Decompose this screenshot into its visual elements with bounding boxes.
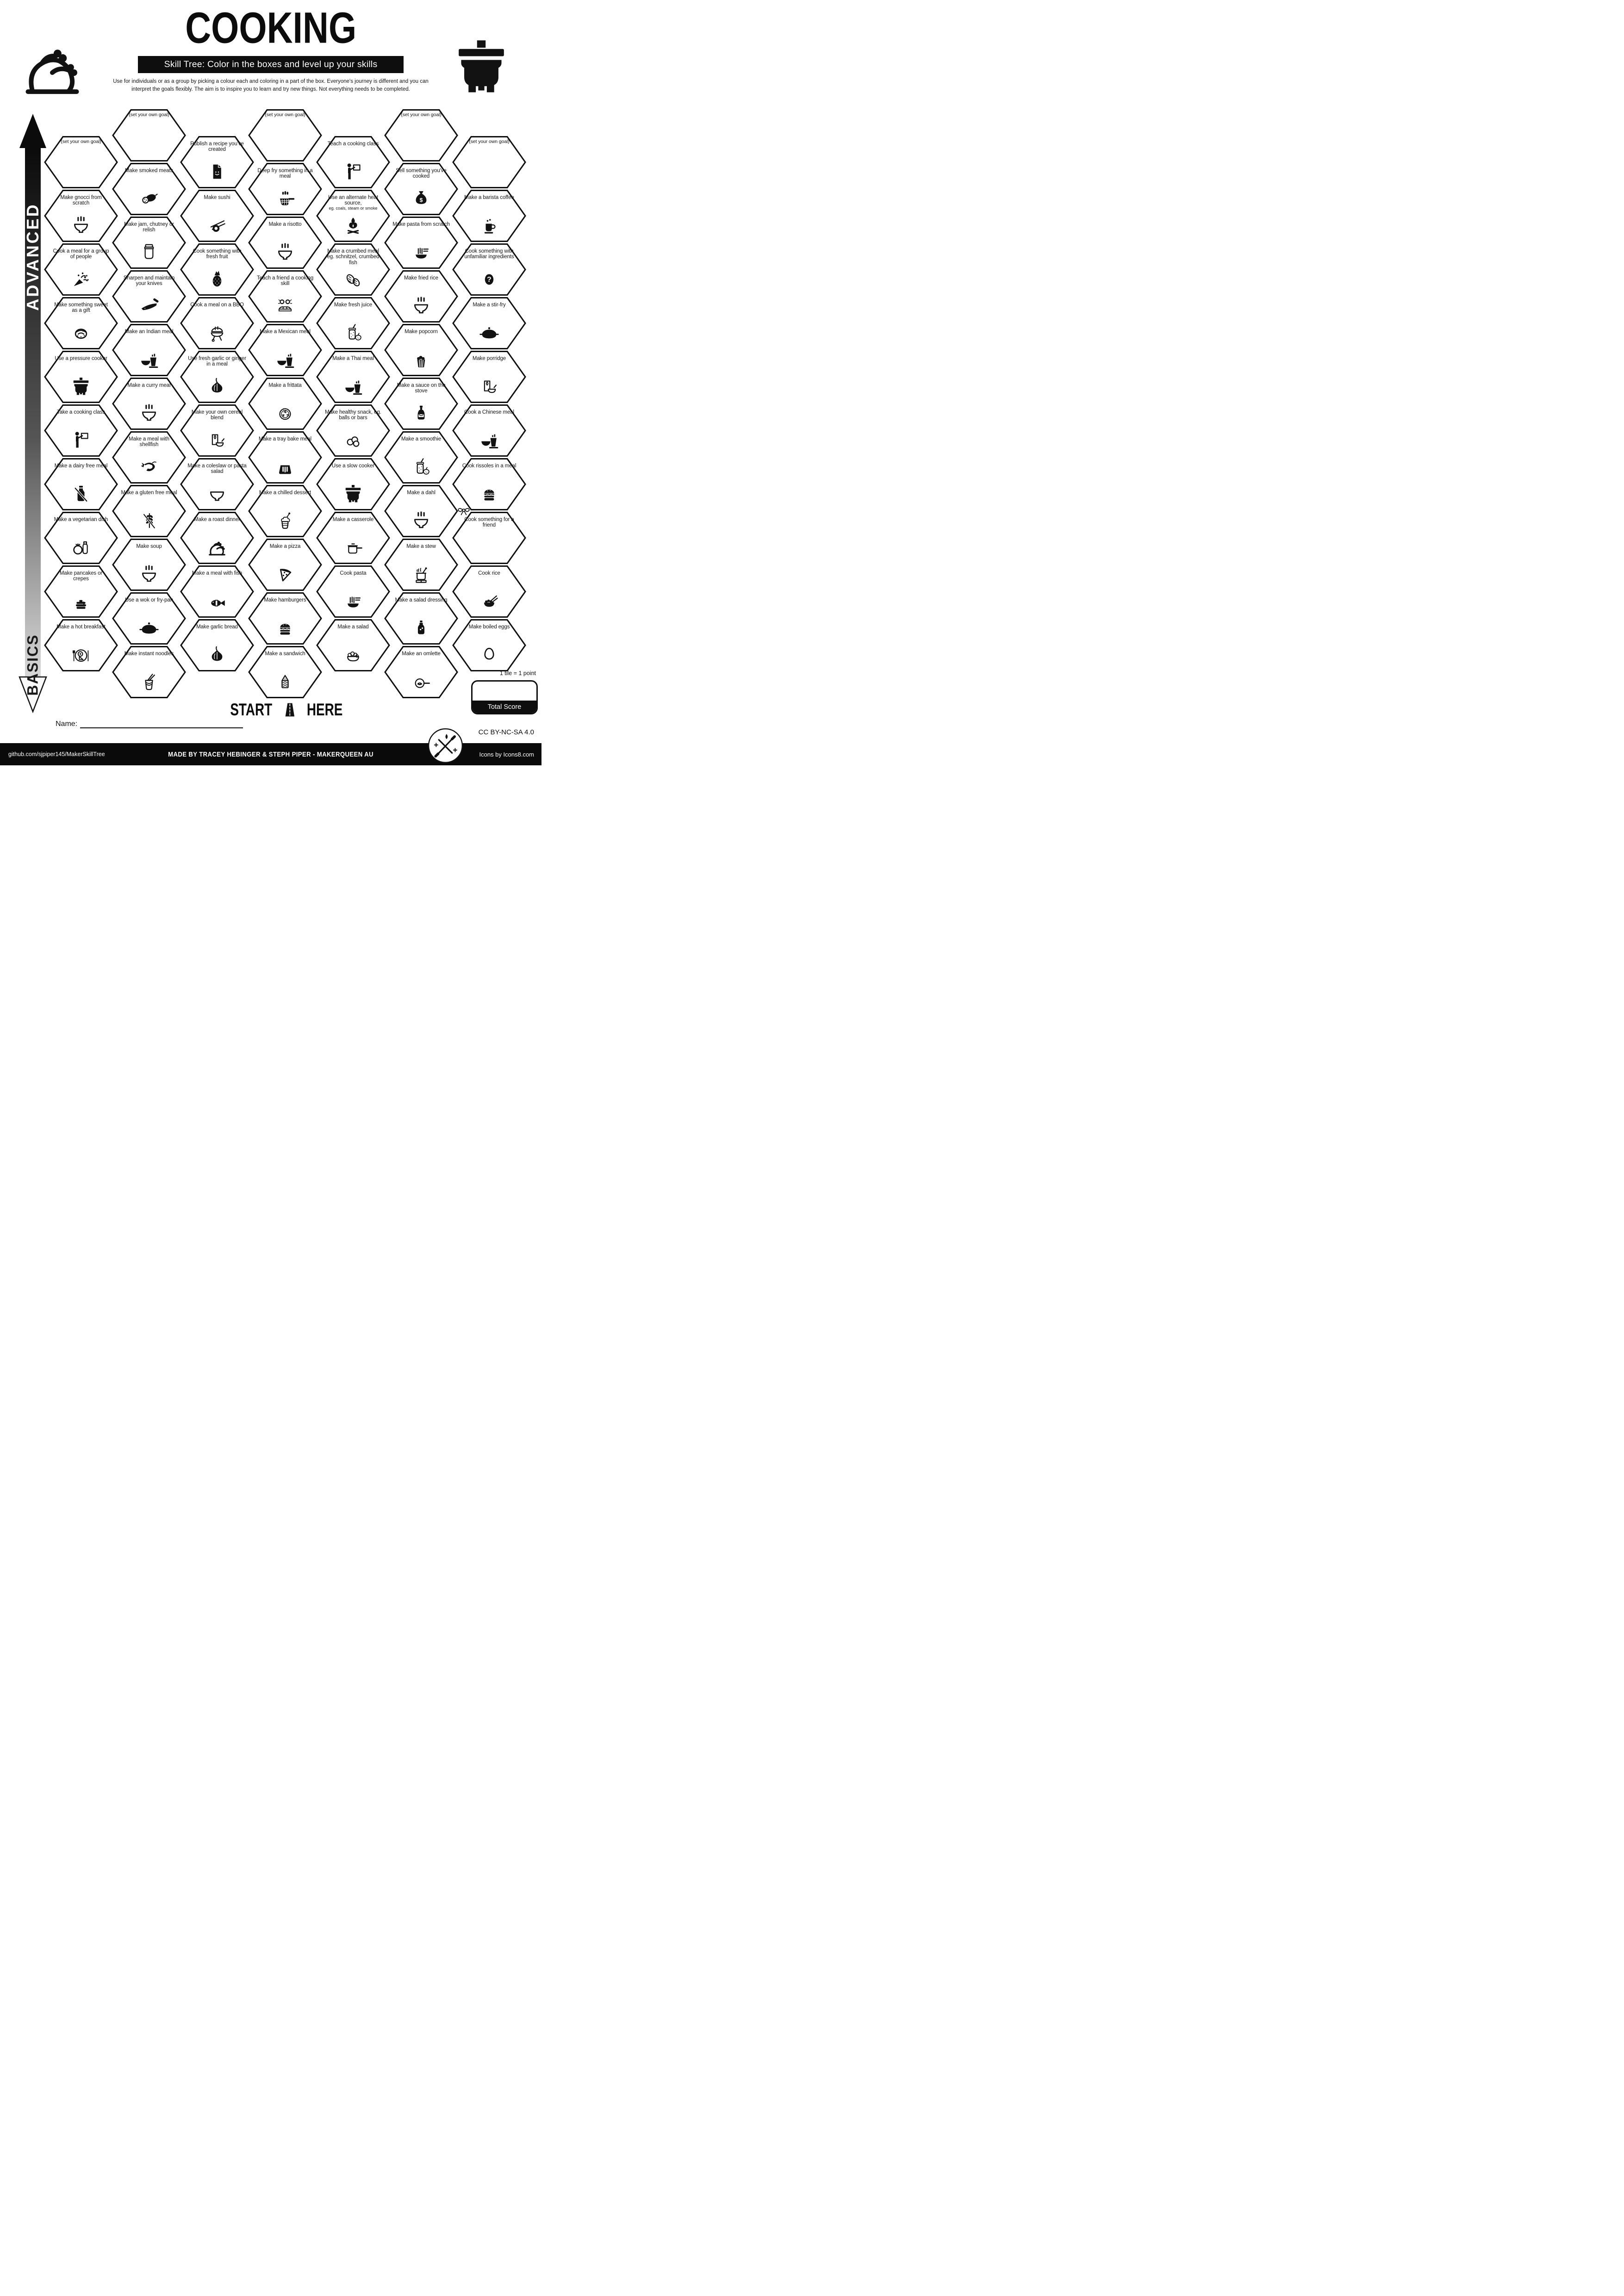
preserve-jar-icon — [139, 242, 159, 262]
cooking-pot-icon — [451, 31, 512, 102]
popcorn-icon — [411, 349, 431, 370]
hex-tile[interactable] — [248, 645, 322, 699]
pasta-bowl-icon — [411, 242, 431, 262]
dressing-bottle-icon — [411, 618, 431, 638]
description — [90, 78, 451, 94]
gift-bow-icon — [453, 504, 474, 523]
hex-label: Sell something you've cooked — [396, 168, 447, 180]
hex-tile[interactable] — [248, 162, 322, 216]
hex-tile[interactable] — [452, 243, 526, 296]
hex-label: Make a dairy free meal — [54, 463, 108, 469]
garlic-icon — [207, 645, 227, 665]
sauce-bottle-icon — [411, 403, 431, 423]
hex-tile[interactable] — [384, 645, 458, 699]
hex-tile[interactable] — [180, 404, 254, 457]
hex-tile[interactable] — [180, 136, 254, 189]
hex-label: Use a wok or fry-pan — [124, 597, 174, 603]
friends-laptop-icon — [275, 296, 295, 316]
hex-label: Make something sweet as a gift — [54, 302, 108, 314]
hex-label: Make an omlette — [402, 651, 441, 657]
steaming-bowl-icon — [411, 296, 431, 316]
hex-tile[interactable] — [452, 404, 526, 457]
hex-tile[interactable] — [248, 431, 322, 484]
hex-label: Make a stew — [406, 543, 436, 549]
hex-label: (set your own goal) — [401, 112, 442, 118]
chef-knife-icon — [139, 296, 159, 316]
pancakes-icon — [71, 591, 91, 611]
hex-label: Make a stir-fry — [473, 302, 506, 308]
start-here-marker — [225, 700, 346, 720]
name-field — [56, 718, 243, 728]
cereal-bowl-icon — [207, 430, 227, 450]
steaming-bowl-icon — [275, 242, 295, 262]
hex-tile[interactable] — [384, 538, 458, 591]
bake-tray-icon — [275, 457, 295, 477]
steaming-bowl-icon — [139, 564, 159, 584]
frittata-icon — [275, 403, 295, 423]
meal-set-icon — [479, 430, 499, 450]
hex-tile[interactable] — [248, 484, 322, 538]
sweet-roll-icon — [71, 323, 91, 343]
covered-wok-icon — [139, 618, 159, 638]
cooking-pot-icon — [71, 376, 91, 397]
license-text: CC BY-NC-SA 4.0 — [478, 728, 534, 736]
hex-tile[interactable] — [316, 136, 390, 189]
hex-tile[interactable] — [44, 350, 118, 403]
hex-tile[interactable] — [112, 377, 186, 430]
hex-label: Cook a meal on a BBQ — [190, 302, 244, 308]
burger-icon — [275, 618, 295, 638]
hex-tile[interactable] — [316, 511, 390, 565]
snack-balls-icon — [343, 430, 363, 450]
hex-tile[interactable] — [384, 162, 458, 216]
hex-tile[interactable] — [180, 243, 254, 296]
hex-tile[interactable] — [44, 189, 118, 242]
hex-label: Make sushi — [204, 194, 230, 200]
hex-tile[interactable] — [44, 404, 118, 457]
start-word: START — [230, 700, 273, 720]
hex-tile[interactable] — [452, 189, 526, 242]
hex-label: Make soup — [136, 543, 162, 549]
hex-label: Make a dahl — [407, 490, 436, 496]
hex-label: Make pasta from scratch — [392, 221, 450, 227]
sundae-icon — [275, 510, 295, 531]
teacher-board-icon — [343, 161, 363, 182]
hex-label: Make healthy snack, eg. balls or bars — [325, 409, 381, 421]
hex-label: Teach a cooking class — [327, 141, 379, 147]
hex-tile[interactable] — [384, 323, 458, 377]
meal-set-icon — [343, 376, 363, 397]
total-score-label: Total Score — [473, 701, 536, 713]
hex-label: Make a meal with shellfish — [129, 436, 169, 448]
here-word: HERE — [306, 700, 343, 720]
name-input-line[interactable] — [80, 718, 243, 728]
sandwich-icon — [275, 671, 295, 692]
breakfast-plate-icon — [71, 645, 91, 665]
hex-label: Make popcorn — [404, 329, 438, 335]
hex-tile[interactable] — [248, 377, 322, 430]
hex-label: Make a roast dinner — [194, 516, 240, 522]
hex-tile[interactable] — [180, 458, 254, 511]
basics-label: BASICS — [24, 634, 41, 696]
steaming-bowl-icon — [71, 215, 91, 236]
hex-tile[interactable] — [248, 270, 322, 323]
pasta-bowl-icon — [343, 591, 363, 611]
hex-tile[interactable] — [452, 511, 526, 565]
hex-tile[interactable] — [316, 243, 390, 296]
pineapple-icon — [207, 269, 227, 289]
hex-label: Cook something for a friend — [464, 516, 514, 528]
hex-tile[interactable] — [180, 189, 254, 242]
hex-label: Publish a recipe you've created — [190, 141, 244, 153]
hex-label: Make a hot breakfast — [56, 624, 106, 630]
hex-label: Make a sauce on the stove — [397, 382, 446, 394]
hex-tile[interactable] — [44, 619, 118, 672]
hex-tile[interactable] — [248, 592, 322, 645]
hex-label: Deep fry something in a meal — [257, 168, 313, 180]
hex-label: (set your own goal) — [469, 138, 510, 144]
hex-tile[interactable] — [112, 109, 186, 162]
hex-tile[interactable] — [452, 136, 526, 189]
hex-tile[interactable] — [248, 216, 322, 269]
hex-label: Make a gluten free meal — [121, 490, 177, 496]
hex-tile[interactable] — [112, 323, 186, 377]
hex-label: Cook rissoles in a meal — [462, 463, 516, 469]
hex-label: Use fresh garlic or ginger in a meal — [188, 355, 246, 367]
hex-label: Make a casserole — [332, 516, 374, 522]
hex-tile[interactable] — [384, 109, 458, 162]
hex-tile[interactable] — [180, 565, 254, 618]
hex-label: Cook something with unfamiliar ingredients — [464, 248, 514, 260]
stew-pot-icon — [411, 564, 431, 584]
hex-label: Make a salad — [337, 624, 369, 630]
hex-tile[interactable] — [316, 458, 390, 511]
hex-tile[interactable] — [452, 458, 526, 511]
hex-label: Make a tray bake meal — [258, 436, 312, 442]
road-icon — [281, 700, 298, 720]
hex-tile[interactable] — [316, 297, 390, 350]
covered-wok-icon — [479, 323, 499, 343]
shrimp-icon — [139, 457, 159, 477]
hex-tile[interactable] — [112, 484, 186, 538]
salad-bowl-icon — [343, 645, 363, 665]
hex-tile[interactable] — [112, 162, 186, 216]
fish-icon — [207, 591, 227, 611]
hex-tile[interactable] — [452, 619, 526, 672]
hex-label: Make hamburgers — [264, 597, 306, 603]
hex-label: Sharpen and maintain your knives — [123, 275, 175, 287]
hex-label: Make boiled eggs — [468, 624, 510, 630]
footer-credit-text: MADE BY TRACEY HEBINGER & STEPH PIPER - MAKERQUEEN AU — [168, 750, 373, 758]
hex-label: Make a risotto — [268, 221, 302, 227]
footer-credit — [154, 743, 387, 765]
hex-tile[interactable] — [384, 431, 458, 484]
hex-label: Make a Thai meal — [332, 355, 374, 361]
hex-label: Make fresh juice — [334, 302, 373, 308]
hex-tile[interactable] — [384, 592, 458, 645]
hex-label: Cook rice — [478, 570, 500, 576]
hex-content — [44, 136, 118, 189]
tomato-bottle-icon — [71, 537, 91, 558]
question-mark-icon — [479, 269, 499, 289]
hex-tile[interactable] — [180, 619, 254, 672]
egg-icon — [479, 645, 499, 665]
hex-label: (set your own goal) — [265, 112, 305, 118]
bbq-grill-icon — [207, 323, 227, 343]
party-popper-icon — [71, 269, 91, 289]
hex-label: Make a pizza — [269, 543, 301, 549]
hex-tile[interactable] — [44, 136, 118, 189]
hex-tile[interactable] — [316, 619, 390, 672]
hex-tile[interactable] — [452, 565, 526, 618]
salami-icon — [139, 188, 159, 209]
hex-label: Teach a friend a cooking skill — [256, 275, 314, 287]
hex-label: Cook a Chinese meal — [464, 409, 515, 415]
hex-label: Make a salad dressing — [395, 597, 448, 603]
hex-tile[interactable] — [384, 484, 458, 538]
hex-label: Make a chilled dessert — [259, 490, 311, 496]
hex-label: (set your own goal) — [61, 138, 101, 144]
hex-tile[interactable] — [384, 216, 458, 269]
hex-content — [384, 109, 458, 162]
hex-label: (set your own goal) — [129, 112, 169, 118]
steaming-bowl-icon — [411, 510, 431, 531]
hex-label: Make fried rice — [404, 275, 438, 281]
teacher-board-icon — [71, 430, 91, 450]
hex-label: Make smoked meats — [124, 168, 174, 174]
hex-label: Use a pressure cooker — [55, 355, 107, 361]
hex-tile[interactable] — [316, 565, 390, 618]
hex-label: Use a slow cooker — [331, 463, 375, 469]
cooking-pot-icon — [343, 484, 363, 504]
tile-point-note: 1 tile = 1 point — [499, 670, 536, 676]
plain-bowl-icon — [207, 484, 227, 504]
hex-tile[interactable] — [452, 350, 526, 403]
hex-tile[interactable] — [248, 538, 322, 591]
saucepan-icon — [343, 537, 363, 558]
poster — [0, 0, 541, 765]
hex-label: Make gnocci from scratch — [60, 194, 102, 206]
hex-tile[interactable] — [180, 511, 254, 565]
hex-tile[interactable] — [316, 404, 390, 457]
hex-label: Cook a meal for a group of people — [53, 248, 109, 260]
hex-tile[interactable] — [44, 511, 118, 565]
sushi-icon — [207, 215, 227, 236]
coffee-cup-icon — [479, 215, 499, 236]
description-line2: interpret the goals flexibly. The aim is to inspire you to learn and try new things. Not everything needs to be completed. — [131, 87, 410, 93]
hex-tile[interactable] — [44, 458, 118, 511]
hex-tile[interactable] — [44, 297, 118, 350]
hex-label: Cook something with fresh fruit — [193, 248, 242, 260]
hex-tile[interactable] — [112, 645, 186, 699]
hex-content — [452, 136, 526, 189]
roast-turkey-icon — [207, 537, 227, 558]
hex-content — [248, 109, 322, 162]
juice-jar-icon — [411, 457, 431, 477]
makerqueen-logo-icon — [427, 727, 464, 764]
no-gluten-icon — [139, 510, 159, 531]
hex-tile[interactable] — [112, 538, 186, 591]
noodle-cup-icon — [139, 671, 159, 692]
hex-tile[interactable] — [112, 592, 186, 645]
hex-label: Make a sandwich — [265, 651, 305, 657]
rice-bowl-icon — [479, 591, 499, 611]
hex-label: Take a cooking class — [56, 409, 106, 415]
hex-tile[interactable] — [180, 297, 254, 350]
hex-label: Cook pasta — [340, 570, 367, 576]
hex-tile[interactable] — [44, 243, 118, 296]
hex-tile[interactable] — [248, 109, 322, 162]
hex-tile[interactable] — [44, 565, 118, 618]
hex-label: Make instant noodles — [124, 651, 174, 657]
hex-tile[interactable] — [112, 431, 186, 484]
meal-set-icon — [275, 349, 295, 370]
hex-tile[interactable] — [452, 297, 526, 350]
pizza-slice-icon — [275, 564, 295, 584]
hex-label: Make jam, chutney or relish — [124, 221, 174, 233]
roast-turkey-icon — [18, 35, 87, 101]
hex-label: Make porridge — [472, 355, 506, 361]
description-line1: Use for individuals or as a group by picking a colour each and coloring in a part of the box. Everyone's journey is different and you can — [113, 79, 429, 84]
fry-basket-icon — [275, 188, 295, 209]
hex-label: Use an alternate heat source, — [328, 194, 378, 206]
hex-content — [112, 109, 186, 162]
hex-label: Make a frittata — [268, 382, 302, 388]
footer-repo-link[interactable]: github.com/sjpiper145/MakerSkillTree — [8, 751, 105, 757]
hex-label: Make a meal with fish — [192, 570, 243, 576]
steaming-bowl-icon — [139, 403, 159, 423]
hex-label: Make pancakes or crepes — [59, 570, 103, 582]
total-score-box[interactable] — [471, 680, 538, 714]
hex-tile[interactable] — [180, 350, 254, 403]
garlic-icon — [207, 376, 227, 397]
advanced-label: ADVANCED — [23, 203, 42, 311]
hex-tile[interactable] — [384, 377, 458, 430]
meal-set-icon — [139, 349, 159, 370]
hex-tile[interactable] — [112, 270, 186, 323]
hex-tile[interactable] — [384, 270, 458, 323]
footer-icons-credit[interactable]: Icons by Icons8.com — [479, 751, 534, 758]
no-dairy-icon — [71, 484, 91, 504]
hex-label: Make an Indian meal — [124, 329, 174, 335]
juice-jar-icon — [343, 323, 363, 343]
hex-tile[interactable] — [316, 189, 390, 242]
hex-label: Make a coleslaw or pasta salad — [187, 463, 247, 475]
hex-label: Make a barista coffee — [464, 194, 514, 200]
money-bag-icon — [411, 188, 431, 209]
hex-label: Make garlic bread — [196, 624, 238, 630]
hex-label: Make a crumbed meal eg. schnitzel, crumbed fish — [327, 248, 380, 266]
hex-label: Make a vegetarian dish — [54, 516, 108, 522]
hex-label: Make a curry meal — [127, 382, 171, 388]
hex-tile[interactable] — [316, 350, 390, 403]
campfire-icon — [343, 215, 363, 236]
recipe-doc-icon — [207, 161, 227, 182]
hex-label: Make a smoothie — [401, 436, 442, 442]
omelette-pan-icon — [411, 671, 431, 692]
subtitle-bar — [138, 56, 404, 73]
name-label: Name: — [56, 720, 78, 728]
schnitzel-icon — [343, 269, 363, 289]
page-title: COOKING — [185, 2, 356, 52]
hex-label: Make your own cereal blend — [191, 409, 243, 421]
cereal-bowl-icon — [479, 376, 499, 397]
hex-tile[interactable] — [248, 323, 322, 377]
hex-tile[interactable] — [112, 216, 186, 269]
hex-label: Make a Mexican meal — [260, 329, 311, 335]
hex-sublabel: eg. coals, steam or smoke — [329, 206, 378, 211]
subtitle-text: Skill Tree: Color in the boxes and level up your skills — [164, 59, 378, 69]
burger-icon — [479, 484, 499, 504]
